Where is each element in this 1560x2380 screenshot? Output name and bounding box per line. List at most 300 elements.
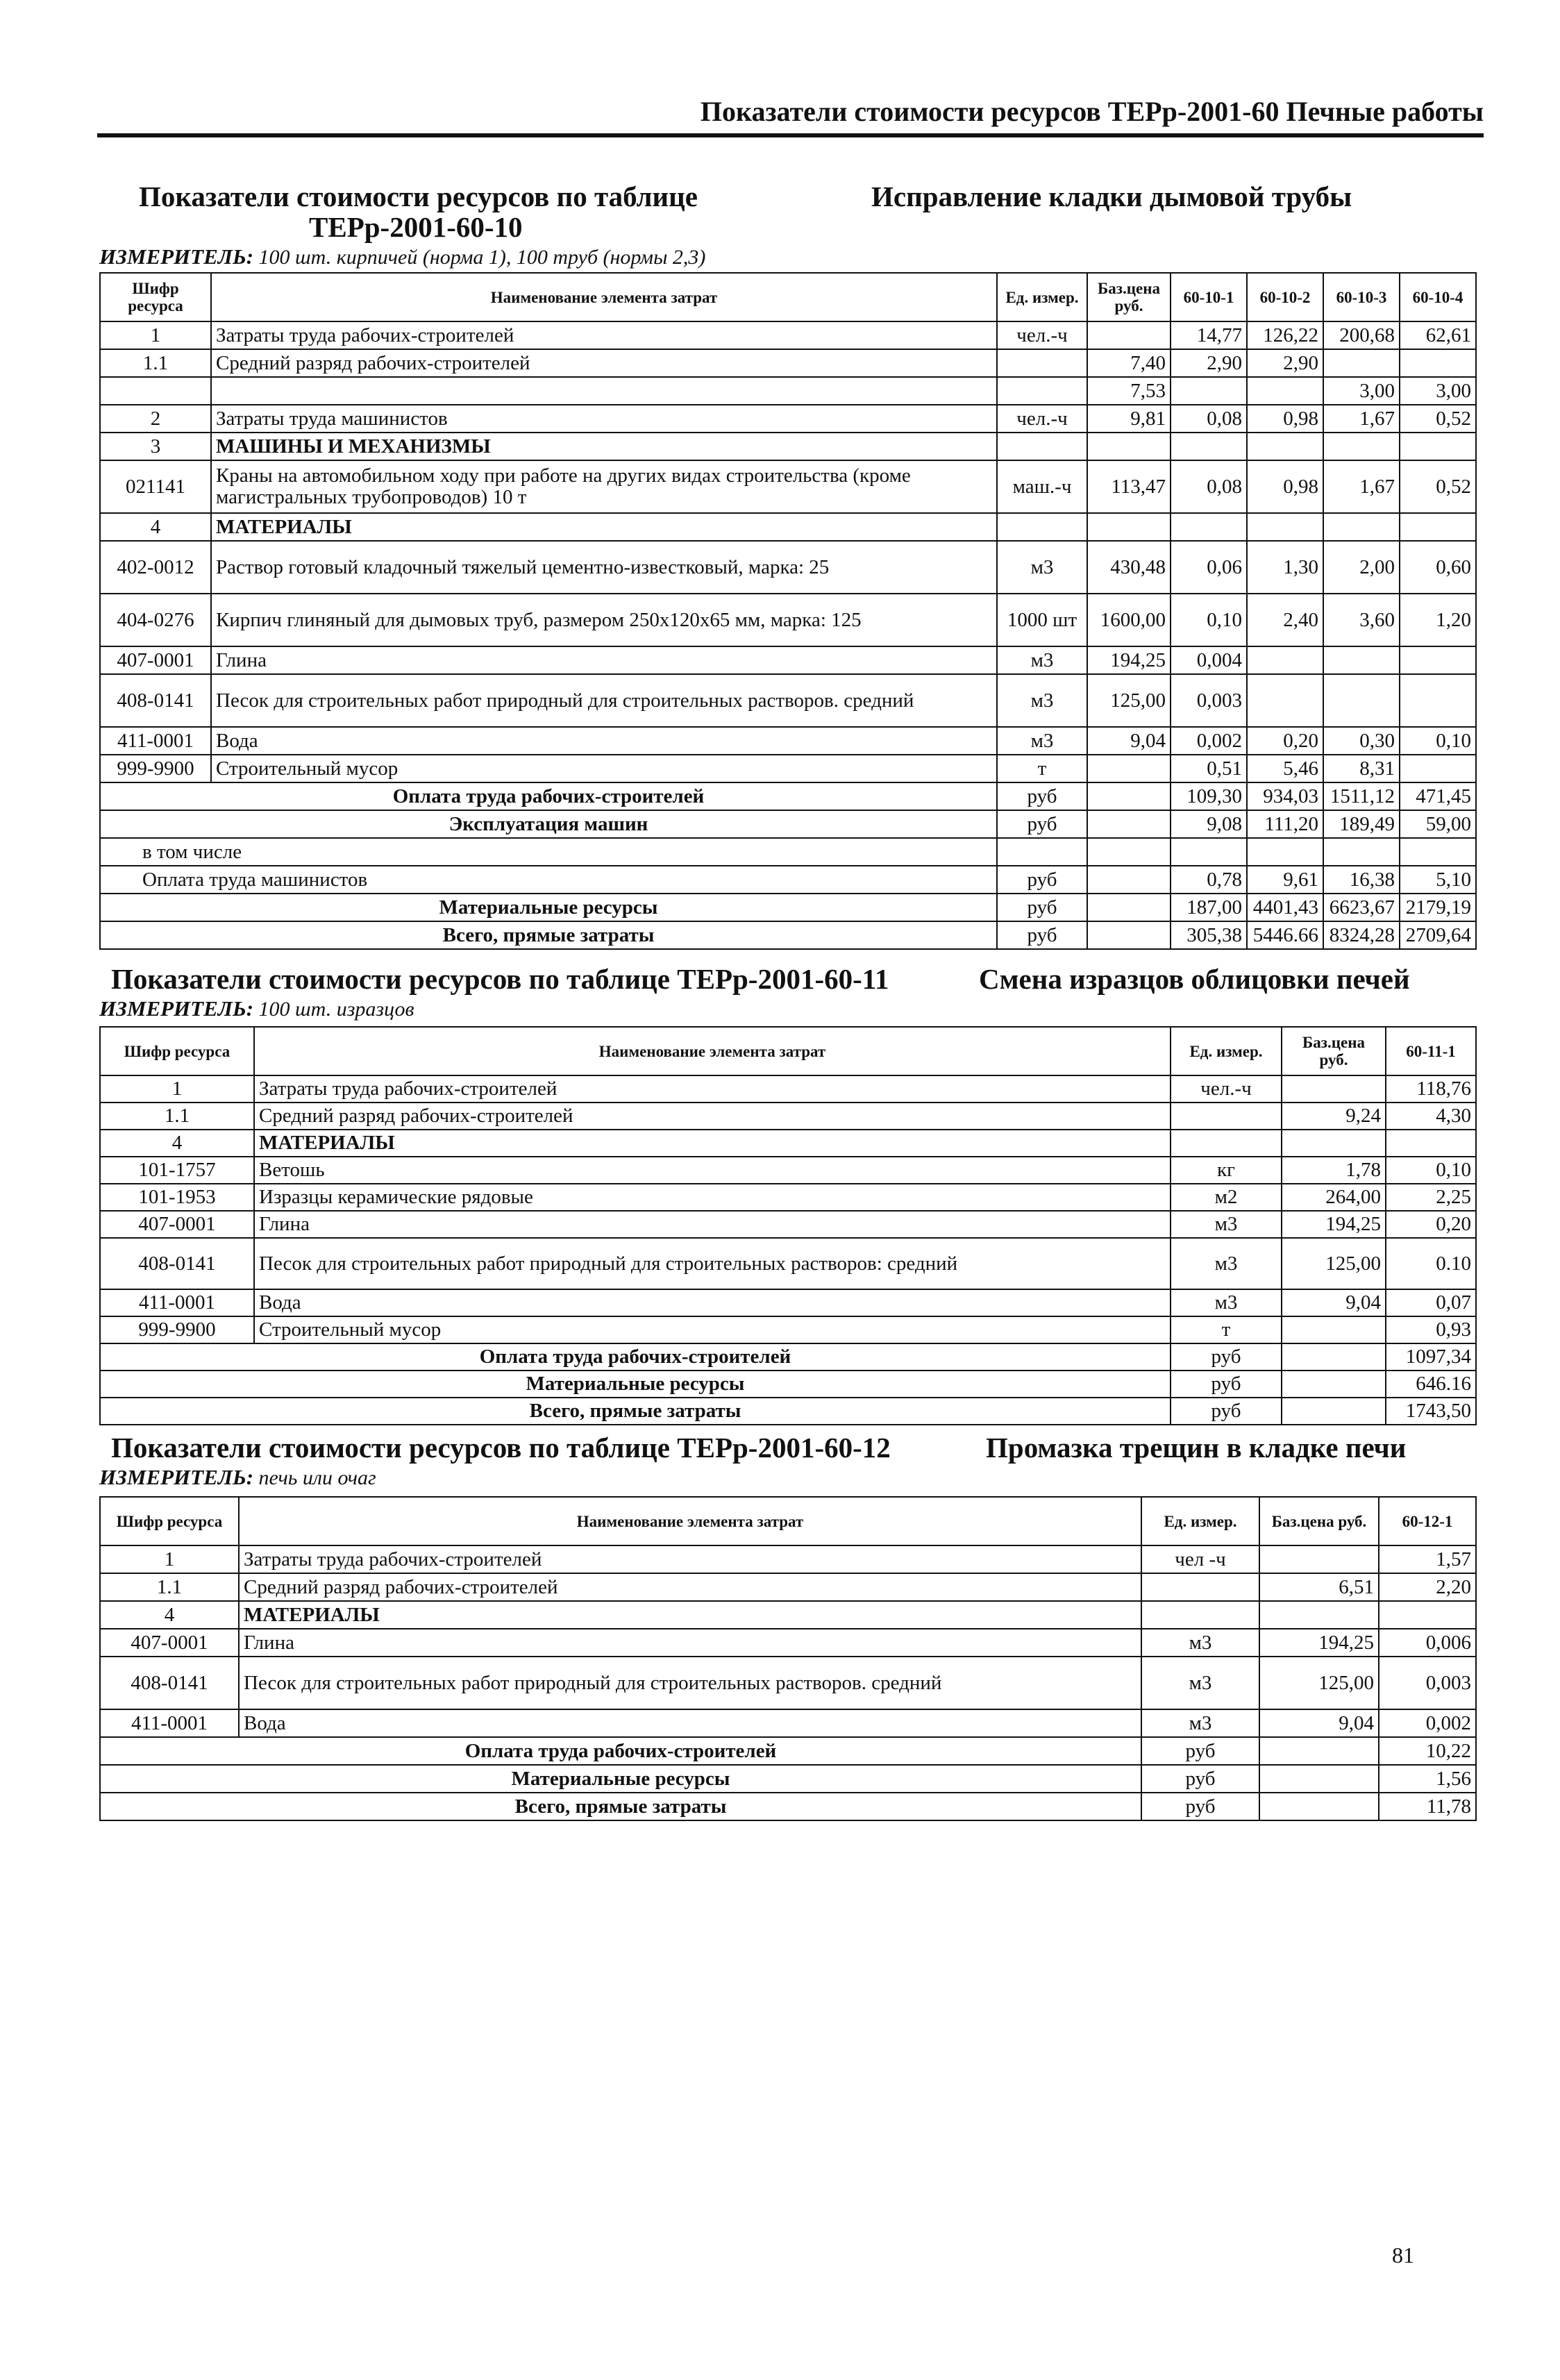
value-cell: 3,00 <box>1323 377 1400 405</box>
name-cell: Средний разряд рабочих-строителей <box>254 1103 1171 1130</box>
value-cell: 0,98 <box>1247 460 1323 513</box>
code-cell: 101-1757 <box>100 1157 254 1184</box>
col-header-code: Шифр ресурса <box>100 273 211 321</box>
code-cell: 411-0001 <box>100 727 211 755</box>
price-cell <box>1087 921 1171 949</box>
table-row <box>100 1289 1476 1316</box>
price-cell: 9,04 <box>1259 1709 1379 1737</box>
name-cell: Глина <box>211 646 997 674</box>
price-cell: 7,53 <box>1087 377 1171 405</box>
value-cell: 4401,43 <box>1247 894 1323 921</box>
value-cell <box>1400 755 1476 782</box>
col-header-60-10-4: 60-10-4 <box>1400 273 1476 321</box>
value-cell: 0,30 <box>1323 727 1400 755</box>
summary-label-cell: Оплата труда рабочих-строителей <box>100 1343 1171 1371</box>
table-row <box>100 377 1476 405</box>
name-cell: Глина <box>254 1211 1171 1238</box>
code-cell: 407-0001 <box>100 1211 254 1238</box>
value-cell: 62,61 <box>1400 321 1476 349</box>
value-cell: 0,002 <box>1171 727 1247 755</box>
col-header-unit: Ед. измер. <box>1171 1027 1282 1075</box>
value-cell <box>1171 838 1247 866</box>
price-cell: 9,24 <box>1282 1103 1386 1130</box>
code-cell: 999-9900 <box>100 755 211 782</box>
col-header-code: Шифр ресурса <box>100 1497 239 1545</box>
resource-table-60-11 <box>99 1026 1477 1425</box>
code-cell: 411-0001 <box>100 1289 254 1316</box>
value-cell <box>1247 646 1323 674</box>
name-cell: Вода <box>211 727 997 755</box>
unit-cell: чел.-ч <box>997 321 1087 349</box>
code-cell: 4 <box>100 1130 254 1157</box>
unit-cell: руб <box>1141 1793 1259 1820</box>
value-cell: 0,78 <box>1171 866 1247 894</box>
table-row <box>100 513 1476 541</box>
code-cell: 1.1 <box>100 1573 239 1601</box>
value-cell <box>1323 349 1400 377</box>
summary-row <box>100 1765 1476 1793</box>
section2-subtitle: Смена изразцов облицовки печей <box>979 963 1410 995</box>
price-cell <box>1259 1545 1379 1573</box>
name-cell: Строительный мусор <box>254 1316 1171 1343</box>
value-cell <box>1386 1130 1476 1157</box>
unit-cell: м3 <box>997 727 1087 755</box>
value-cell: 3,60 <box>1323 594 1400 646</box>
code-cell: 4 <box>100 513 211 541</box>
value-cell: 0,98 <box>1247 405 1323 433</box>
value-cell: 0,93 <box>1386 1316 1476 1343</box>
value-cell: 0,51 <box>1171 755 1247 782</box>
table-row <box>100 349 1476 377</box>
value-cell: 8324,28 <box>1323 921 1400 949</box>
col-header-price: Баз.цена руб. <box>1087 273 1171 321</box>
name-cell: Ветошь <box>254 1157 1171 1184</box>
value-cell <box>1323 838 1400 866</box>
value-cell: 2,40 <box>1247 594 1323 646</box>
summary-row <box>100 1793 1476 1820</box>
unit-cell: руб <box>997 782 1087 810</box>
unit-cell: 1000 шт <box>997 594 1087 646</box>
table-row <box>100 405 1476 433</box>
value-cell: 0,10 <box>1386 1157 1476 1184</box>
price-cell: 430,48 <box>1087 541 1171 594</box>
summary-label-cell: Всего, прямые затраты <box>100 1398 1171 1425</box>
value-cell <box>1379 1601 1476 1629</box>
running-header <box>97 90 1484 137</box>
value-cell: 2,90 <box>1247 349 1323 377</box>
value-cell: 6623,67 <box>1323 894 1400 921</box>
col-header-60-12-1: 60-12-1 <box>1379 1497 1476 1545</box>
table-row <box>100 1657 1476 1709</box>
price-cell <box>1087 513 1171 541</box>
value-cell: 0,002 <box>1379 1709 1476 1737</box>
price-cell: 6,51 <box>1259 1573 1379 1601</box>
value-cell: 0.10 <box>1386 1238 1476 1289</box>
value-cell: 3,00 <box>1400 377 1476 405</box>
value-cell <box>1247 433 1323 460</box>
code-cell: 408-0141 <box>100 1238 254 1289</box>
unit-cell: м3 <box>1171 1289 1282 1316</box>
col-header-name: Наименование элемента затрат <box>254 1027 1171 1075</box>
price-cell <box>1282 1398 1386 1425</box>
value-cell <box>1171 433 1247 460</box>
table-row <box>100 646 1476 674</box>
running-header-title: Показатели стоимости ресурсов ТЕРр-2001-60 Печные работы <box>700 96 1484 127</box>
price-cell: 9,04 <box>1282 1289 1386 1316</box>
price-cell: 7,40 <box>1087 349 1171 377</box>
price-cell <box>1087 866 1171 894</box>
code-cell: 1 <box>100 1545 239 1573</box>
value-cell: 305,38 <box>1171 921 1247 949</box>
price-cell <box>1259 1765 1379 1793</box>
value-cell: 1511,12 <box>1323 782 1400 810</box>
section3-unit-value: печь или очаг <box>258 1466 376 1489</box>
section1-unit <box>99 244 705 270</box>
value-cell: 2,20 <box>1379 1573 1476 1601</box>
summary-label-cell: в том числе <box>100 838 997 866</box>
section2-unit-value: 100 шт. изразцов <box>258 998 414 1021</box>
value-cell: 14,77 <box>1171 321 1247 349</box>
col-header-price: Баз.цена руб. <box>1282 1027 1386 1075</box>
unit-cell: руб <box>1171 1343 1282 1371</box>
section3-unit-label: ИЗМЕРИТЕЛЬ: <box>99 1465 254 1489</box>
value-cell: 0,20 <box>1247 727 1323 755</box>
section1-unit-label: ИЗМЕРИТЕЛЬ: <box>99 244 254 269</box>
table-row <box>100 541 1476 594</box>
name-cell <box>211 377 997 405</box>
value-cell: 0,52 <box>1400 405 1476 433</box>
name-cell: Песок для строительных работ природный для строительных растворов. средний <box>211 674 997 727</box>
name-cell: Затраты труда рабочих-строителей <box>239 1545 1141 1573</box>
col-header-unit: Ед. измер. <box>997 273 1087 321</box>
col-header-unit: Ед. измер. <box>1141 1497 1259 1545</box>
code-cell: 999-9900 <box>100 1316 254 1343</box>
unit-cell: руб <box>997 810 1087 838</box>
value-cell: 59,00 <box>1400 810 1476 838</box>
code-cell: 1 <box>100 321 211 349</box>
value-cell: 0,20 <box>1386 1211 1476 1238</box>
page-number: 81 <box>1392 2243 1414 2268</box>
value-cell <box>1323 646 1400 674</box>
value-cell: 471,45 <box>1400 782 1476 810</box>
unit-cell: т <box>997 755 1087 782</box>
value-cell: 0,08 <box>1171 405 1247 433</box>
price-cell <box>1259 1737 1379 1765</box>
summary-row <box>100 866 1476 894</box>
summary-row <box>100 921 1476 949</box>
price-cell: 1600,00 <box>1087 594 1171 646</box>
col-header-60-10-1: 60-10-1 <box>1171 273 1247 321</box>
code-cell: 1.1 <box>100 1103 254 1130</box>
value-cell <box>1400 513 1476 541</box>
code-cell: 404-0276 <box>100 594 211 646</box>
value-cell <box>1247 513 1323 541</box>
unit-cell <box>997 433 1087 460</box>
code-cell: 2 <box>100 405 211 433</box>
code-cell: 4 <box>100 1601 239 1629</box>
price-cell <box>1087 782 1171 810</box>
summary-label-cell: Всего, прямые затраты <box>100 921 997 949</box>
value-cell: 5,46 <box>1247 755 1323 782</box>
value-cell <box>1400 838 1476 866</box>
table-row <box>100 727 1476 755</box>
value-cell <box>1400 646 1476 674</box>
unit-cell <box>1171 1130 1282 1157</box>
value-cell: 9,61 <box>1247 866 1323 894</box>
value-cell: 0,003 <box>1379 1657 1476 1709</box>
section3-unit <box>99 1465 376 1491</box>
value-cell <box>1323 513 1400 541</box>
value-cell <box>1247 377 1323 405</box>
table-header-row <box>100 1027 1476 1075</box>
summary-label-cell: Материальные ресурсы <box>100 1765 1141 1793</box>
col-header-price: Баз.цена руб. <box>1259 1497 1379 1545</box>
value-cell: 0,08 <box>1171 460 1247 513</box>
table-row <box>100 1184 1476 1211</box>
price-cell: 1,78 <box>1282 1157 1386 1184</box>
code-cell: 402-0012 <box>100 541 211 594</box>
summary-row <box>100 810 1476 838</box>
section2-title: Показатели стоимости ресурсов по таблице ТЕРр-2001-60-11 <box>111 963 889 995</box>
value-cell <box>1400 674 1476 727</box>
price-cell <box>1282 1371 1386 1398</box>
summary-row <box>100 1398 1476 1425</box>
summary-label-cell: Оплата труда машинистов <box>100 866 997 894</box>
table-row <box>100 1545 1476 1573</box>
unit-cell: руб <box>997 866 1087 894</box>
value-cell: 1743,50 <box>1386 1398 1476 1425</box>
table-row <box>100 1075 1476 1103</box>
summary-row <box>100 1737 1476 1765</box>
unit-cell: м3 <box>997 646 1087 674</box>
value-cell: 1,67 <box>1323 405 1400 433</box>
value-cell: 5,10 <box>1400 866 1476 894</box>
value-cell: 111,20 <box>1247 810 1323 838</box>
value-cell: 1,56 <box>1379 1765 1476 1793</box>
col-header-60-10-3: 60-10-3 <box>1323 273 1400 321</box>
summary-label-cell: Оплата труда рабочих-строителей <box>100 782 997 810</box>
summary-label-cell: Материальные ресурсы <box>100 894 997 921</box>
col-header-code: Шифр ресурса <box>100 1027 254 1075</box>
table-row <box>100 1238 1476 1289</box>
value-cell: 1,57 <box>1379 1545 1476 1573</box>
value-cell: 2,00 <box>1323 541 1400 594</box>
table-row <box>100 433 1476 460</box>
value-cell: 1,30 <box>1247 541 1323 594</box>
unit-cell: кг <box>1171 1157 1282 1184</box>
value-cell <box>1171 377 1247 405</box>
value-cell: 0,006 <box>1379 1629 1476 1657</box>
section1-unit-value: 100 шт. кирпичей (норма 1), 100 труб (нормы 2,3) <box>258 246 706 269</box>
value-cell: 0,06 <box>1171 541 1247 594</box>
value-cell: 11,78 <box>1379 1793 1476 1820</box>
price-cell <box>1282 1130 1386 1157</box>
resource-table-60-12 <box>99 1496 1477 1821</box>
unit-cell: руб <box>997 921 1087 949</box>
price-cell <box>1087 755 1171 782</box>
section2-unit <box>99 996 414 1022</box>
name-cell: Вода <box>239 1709 1141 1737</box>
unit-cell: руб <box>1171 1371 1282 1398</box>
name-cell: МАТЕРИАЛЫ <box>254 1130 1171 1157</box>
value-cell <box>1400 349 1476 377</box>
name-cell: Краны на автомобильном ходу при работе на других видах строительства (кроме магистральных трубопроводов) 10 т <box>211 460 997 513</box>
price-cell: 9,81 <box>1087 405 1171 433</box>
unit-cell: руб <box>1141 1765 1259 1793</box>
name-cell: Затраты труда рабочих-строителей <box>211 321 997 349</box>
unit-cell <box>1141 1601 1259 1629</box>
code-cell: 021141 <box>100 460 211 513</box>
summary-label-cell: Материальные ресурсы <box>100 1371 1171 1398</box>
price-cell <box>1087 894 1171 921</box>
value-cell: 2,90 <box>1171 349 1247 377</box>
unit-cell: чел -ч <box>1141 1545 1259 1573</box>
table-row <box>100 1629 1476 1657</box>
value-cell: 1097,34 <box>1386 1343 1476 1371</box>
price-cell <box>1282 1075 1386 1103</box>
unit-cell: м3 <box>1171 1238 1282 1289</box>
table-row <box>100 1316 1476 1343</box>
value-cell: 187,00 <box>1171 894 1247 921</box>
price-cell: 125,00 <box>1259 1657 1379 1709</box>
unit-cell: м3 <box>1141 1657 1259 1709</box>
unit-cell <box>997 377 1087 405</box>
price-cell: 125,00 <box>1282 1238 1386 1289</box>
value-cell <box>1247 674 1323 727</box>
code-cell: 407-0001 <box>100 646 211 674</box>
resource-table-60-10 <box>99 272 1477 950</box>
unit-cell: т <box>1171 1316 1282 1343</box>
code-cell <box>100 377 211 405</box>
name-cell: Кирпич глиняный для дымовых труб, размером 250х120х65 мм, марка: 125 <box>211 594 997 646</box>
price-cell: 125,00 <box>1087 674 1171 727</box>
unit-cell: маш.-ч <box>997 460 1087 513</box>
summary-label-cell: Эксплуатация машин <box>100 810 997 838</box>
value-cell: 1,67 <box>1323 460 1400 513</box>
unit-cell: м3 <box>997 674 1087 727</box>
value-cell: 1,20 <box>1400 594 1476 646</box>
value-cell: 0,07 <box>1386 1289 1476 1316</box>
unit-cell: чел.-ч <box>1171 1075 1282 1103</box>
name-cell: МАТЕРИАЛЫ <box>211 513 997 541</box>
name-cell: Строительный мусор <box>211 755 997 782</box>
price-cell: 194,25 <box>1259 1629 1379 1657</box>
value-cell: 4,30 <box>1386 1103 1476 1130</box>
section1-title-line2: ТЕРр-2001-60-10 <box>309 211 523 243</box>
value-cell <box>1400 433 1476 460</box>
summary-row <box>100 894 1476 921</box>
value-cell: 0,10 <box>1400 727 1476 755</box>
section3-title: Показатели стоимости ресурсов по таблице ТЕРр-2001-60-12 <box>111 1432 891 1464</box>
value-cell: 2179,19 <box>1400 894 1476 921</box>
col-header-60-11-1: 60-11-1 <box>1386 1027 1476 1075</box>
table-row <box>100 1157 1476 1184</box>
code-cell: 408-0141 <box>100 674 211 727</box>
table-row <box>100 1573 1476 1601</box>
value-cell: 0,52 <box>1400 460 1476 513</box>
unit-cell <box>1141 1573 1259 1601</box>
price-cell <box>1282 1343 1386 1371</box>
value-cell <box>1323 674 1400 727</box>
name-cell: Раствор готовый кладочный тяжелый цементно-известковый, марка: 25 <box>211 541 997 594</box>
table-row <box>100 1211 1476 1238</box>
name-cell: Глина <box>239 1629 1141 1657</box>
price-cell <box>1087 433 1171 460</box>
price-cell: 194,25 <box>1282 1211 1386 1238</box>
unit-cell: м2 <box>1171 1184 1282 1211</box>
unit-cell <box>997 349 1087 377</box>
value-cell: 16,38 <box>1323 866 1400 894</box>
code-cell: 3 <box>100 433 211 460</box>
price-cell: 194,25 <box>1087 646 1171 674</box>
value-cell: 5446.66 <box>1247 921 1323 949</box>
unit-cell: руб <box>1141 1737 1259 1765</box>
value-cell: 0,004 <box>1171 646 1247 674</box>
table-row <box>100 1601 1476 1629</box>
code-cell: 408-0141 <box>100 1657 239 1709</box>
price-cell: 9,04 <box>1087 727 1171 755</box>
table-row <box>100 594 1476 646</box>
value-cell: 118,76 <box>1386 1075 1476 1103</box>
table-header-row <box>100 273 1476 321</box>
code-cell: 101-1953 <box>100 1184 254 1211</box>
table-row <box>100 460 1476 513</box>
price-cell: 113,47 <box>1087 460 1171 513</box>
unit-cell: руб <box>997 894 1087 921</box>
section3-subtitle: Промазка трещин в кладке печи <box>986 1432 1407 1464</box>
name-cell: Средний разряд рабочих-строителей <box>239 1573 1141 1601</box>
section2-unit-label: ИЗМЕРИТЕЛЬ: <box>99 996 254 1021</box>
summary-label-cell: Всего, прямые затраты <box>100 1793 1141 1820</box>
unit-cell <box>1171 1103 1282 1130</box>
col-header-name: Наименование элемента затрат <box>211 273 997 321</box>
name-cell: Затраты труда рабочих-строителей <box>254 1075 1171 1103</box>
name-cell: Изразцы керамические рядовые <box>254 1184 1171 1211</box>
table-row <box>100 321 1476 349</box>
price-cell <box>1087 838 1171 866</box>
summary-row <box>100 782 1476 810</box>
value-cell <box>1247 838 1323 866</box>
value-cell: 109,30 <box>1171 782 1247 810</box>
value-cell: 126,22 <box>1247 321 1323 349</box>
name-cell: Песок для строительных работ природный для строительных растворов: средний <box>254 1238 1171 1289</box>
table-row <box>100 1130 1476 1157</box>
unit-cell: руб <box>1171 1398 1282 1425</box>
table-row <box>100 755 1476 782</box>
value-cell: 10,22 <box>1379 1737 1476 1765</box>
table-row <box>100 1103 1476 1130</box>
col-header-60-10-2: 60-10-2 <box>1247 273 1323 321</box>
name-cell: МАТЕРИАЛЫ <box>239 1601 1141 1629</box>
name-cell: Затраты труда машинистов <box>211 405 997 433</box>
unit-cell: чел.-ч <box>997 405 1087 433</box>
value-cell <box>1171 513 1247 541</box>
value-cell: 646.16 <box>1386 1371 1476 1398</box>
section1-title-line1: Показатели стоимости ресурсов по таблице <box>139 181 698 212</box>
value-cell: 200,68 <box>1323 321 1400 349</box>
unit-cell <box>997 838 1087 866</box>
table-row <box>100 1709 1476 1737</box>
name-cell: Средний разряд рабочих-строителей <box>211 349 997 377</box>
price-cell <box>1087 810 1171 838</box>
value-cell: 2709,64 <box>1400 921 1476 949</box>
summary-row <box>100 838 1476 866</box>
section1-subtitle: Исправление кладки дымовой трубы <box>871 181 1352 212</box>
value-cell: 0,003 <box>1171 674 1247 727</box>
price-cell <box>1259 1793 1379 1820</box>
value-cell: 2,25 <box>1386 1184 1476 1211</box>
unit-cell <box>997 513 1087 541</box>
